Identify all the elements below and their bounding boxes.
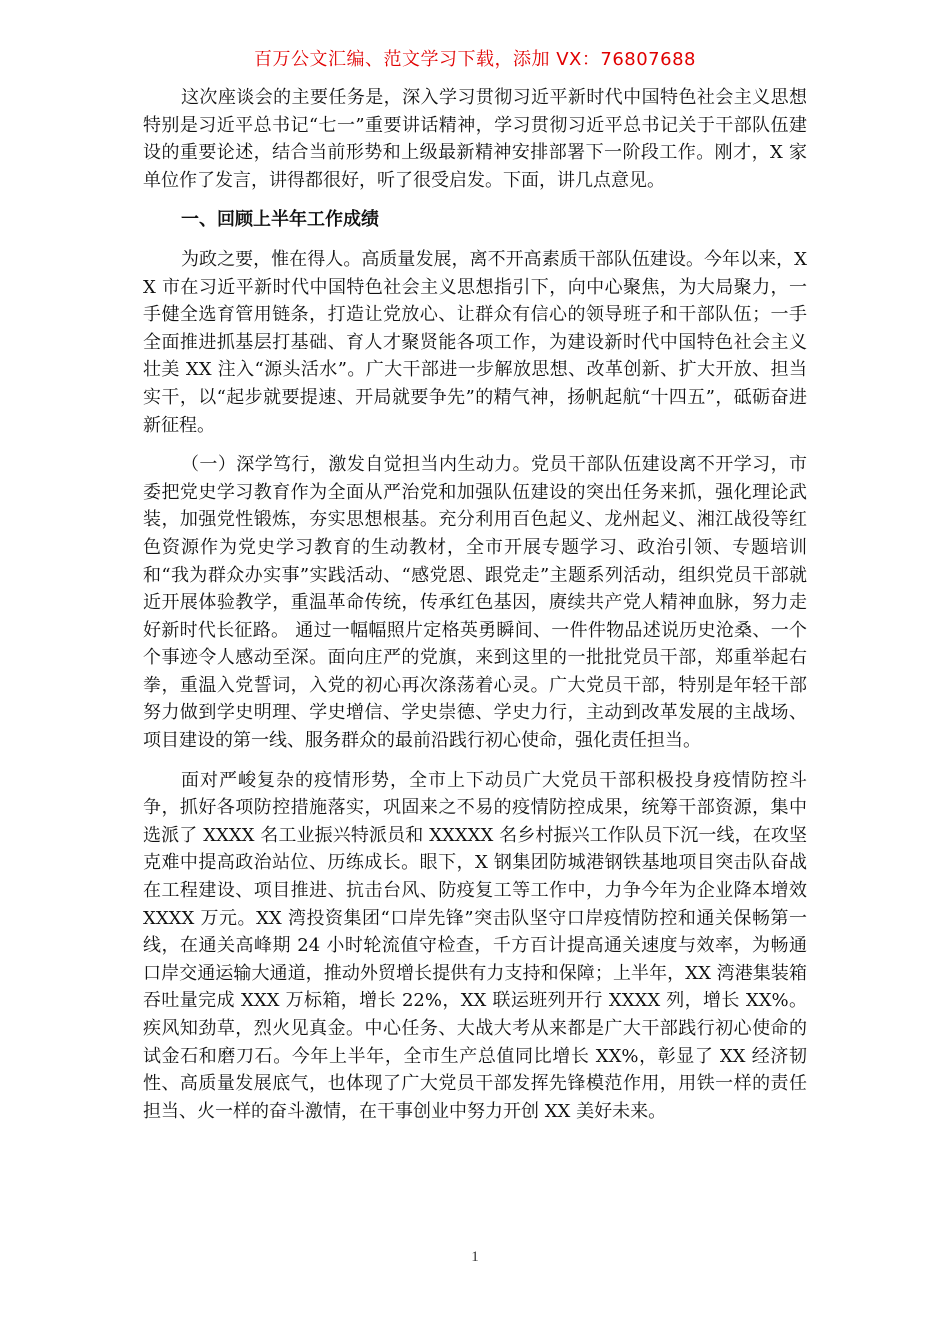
subsection-paragraph: （一）深学笃行，激发自觉担当内生动力。党员干部队伍建设离不开学习，市委把党史学习教育作为全面从严治党和加强队伍建设的突出任务来抓，强化理论武装，加强党性锻炼，夯实思想根基。充分利用百色起义、龙州起义、湘江战役等红色资源作为党史学习教育的生动教材，全市开展专题学习、政治引领、专题培训和“我为群众办实事”实践活动、“感党恩、跟党走”主题系列活动，组织党员干部就近开展体验教学，重温革命传统，传承红色基因，赓续共产党人精神血脉，努力走好新时代长征路。 通过一幅幅照片定格英勇瞬间、一件件物品述说历史沧桑、一个个事迹令人感动至深。面向庄严的党旗，来到这里的一批批党员干部，郑重举起右拳，重温入党誓词，入党的初心再次涤荡着心灵。广大党员干部，特别是年轻干部努力做到学史明理、学史增信、学史崇德、学史力行，主动到改革发展的主战场、项目建设的第一线、服务群众的最前沿践行初心使命，强化责任担当。 <box>143 454 807 752</box>
body-paragraph: 面对严峻复杂的疫情形势，全市上下动员广大党员干部积极投身疫情防控斗争，抓好各项防控措施落实，巩固来之不易的疫情防控成果，统筹干部资源，集中选派了 XXXX 名工业振兴特派员和 XXXXX 名乡村振兴工作队员下沉一线，在攻坚克难中提高政治站位、历练成长。眼下，X 钢集团防城港钢铁基地项目突击队奋战在工程建设、项目推进、抗击台风、防疫复工等工作中，力争今年为企业降本增效 XXXX 万元。XX 湾投资集团“口岸先锋”突击队坚守口岸疫情防控和通关保畅第一线，在通关高峰期 24 小时轮流值守检查，千方百计提高通关速度与效率，为畅通口岸交通运输大通道，推动外贸增长提供有力支持和保障；上半年，XX 湾港集装箱吞吐量完成 XXX 万标箱，增长 22%，XX 联运班列开行 XXXX 列，增长 XX%。疾风知劲草，烈火见真金。中心任务、大战大考从来都是广大干部践行初心使命的试金石和磨刀石。今年上半年，全市生产总值同比增长 XX%，彰显了 XX 经济韧性、高质量发展底气，也体现了广大党员干部发挥先锋模范作用，用铁一样的责任担当、火一样的奋斗激情，在干事创业中努力开创 XX 美好未来。 <box>143 769 807 1122</box>
body-paragraph: 为政之要，惟在得人。高质量发展，离不开高素质干部队伍建设。今年以来，XX 市在习近平新时代中国特色社会主义思想指引下，向中心聚焦，为大局聚力，一手健全选育管用链条，打造让党放心、让群众有信心的领导班子和干部队伍；一手全面推进抓基层打基础、育人才聚贤能各项工作，为建设新时代中国特色社会主义壮美 XX 注入“源头活水”。广大干部进一步解放思想、改革创新、扩大开放、担当实干，以“起步就要提速、开局就要争先”的精气神，扬帆起航“十四五”，砥砺奋进新征程。 <box>143 248 807 436</box>
section-heading: 一、回顾上半年工作成绩 <box>181 209 379 231</box>
download-banner: 百万公文汇编、范文学习下载，添加 VX：76807688 <box>254 49 696 70</box>
document-body <box>143 84 807 1125</box>
intro-paragraph: 这次座谈会的主要任务是，深入学习贯彻习近平新时代中国特色社会主义思想特别是习近平总书记“七一”重要讲话精神，学习贯彻习近平总书记关于干部队伍建设的重要论述，结合当前形势和上级最新精神安排部署下一阶段工作。刚才，X 家单位作了发言，讲得都很好，听了很受启发。下面，讲几点意见。 <box>143 87 807 191</box>
page-number: 1 <box>471 1249 479 1265</box>
